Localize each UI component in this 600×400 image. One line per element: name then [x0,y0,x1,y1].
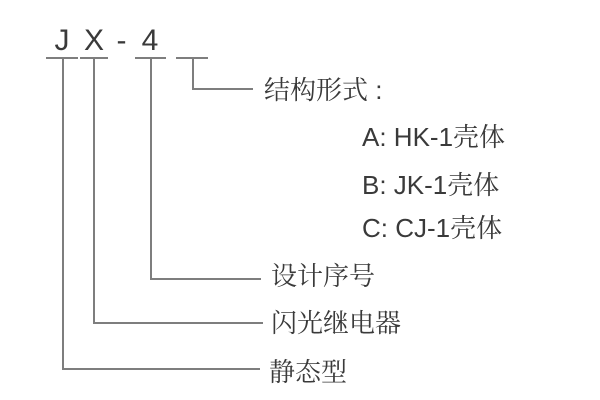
structure-option-c: C: CJ-1壳体 [362,213,503,243]
label-flash-relay: 闪光继电器 [271,308,402,338]
code-char-j: J [54,24,70,57]
code-char-4: 4 [141,24,159,57]
connector-line-design-serial [150,58,261,280]
label-design-serial: 设计序号 [271,261,376,291]
code-char-dash: - [116,24,127,57]
label-static-type: 静态型 [269,357,348,387]
label-structure-form: 结构形式 : [264,75,383,105]
code-char-x: X [83,24,104,57]
structure-option-a: A: HK-1壳体 [362,122,506,152]
connector-line-structure-form [192,58,253,90]
structure-option-b: B: JK-1壳体 [362,170,500,200]
